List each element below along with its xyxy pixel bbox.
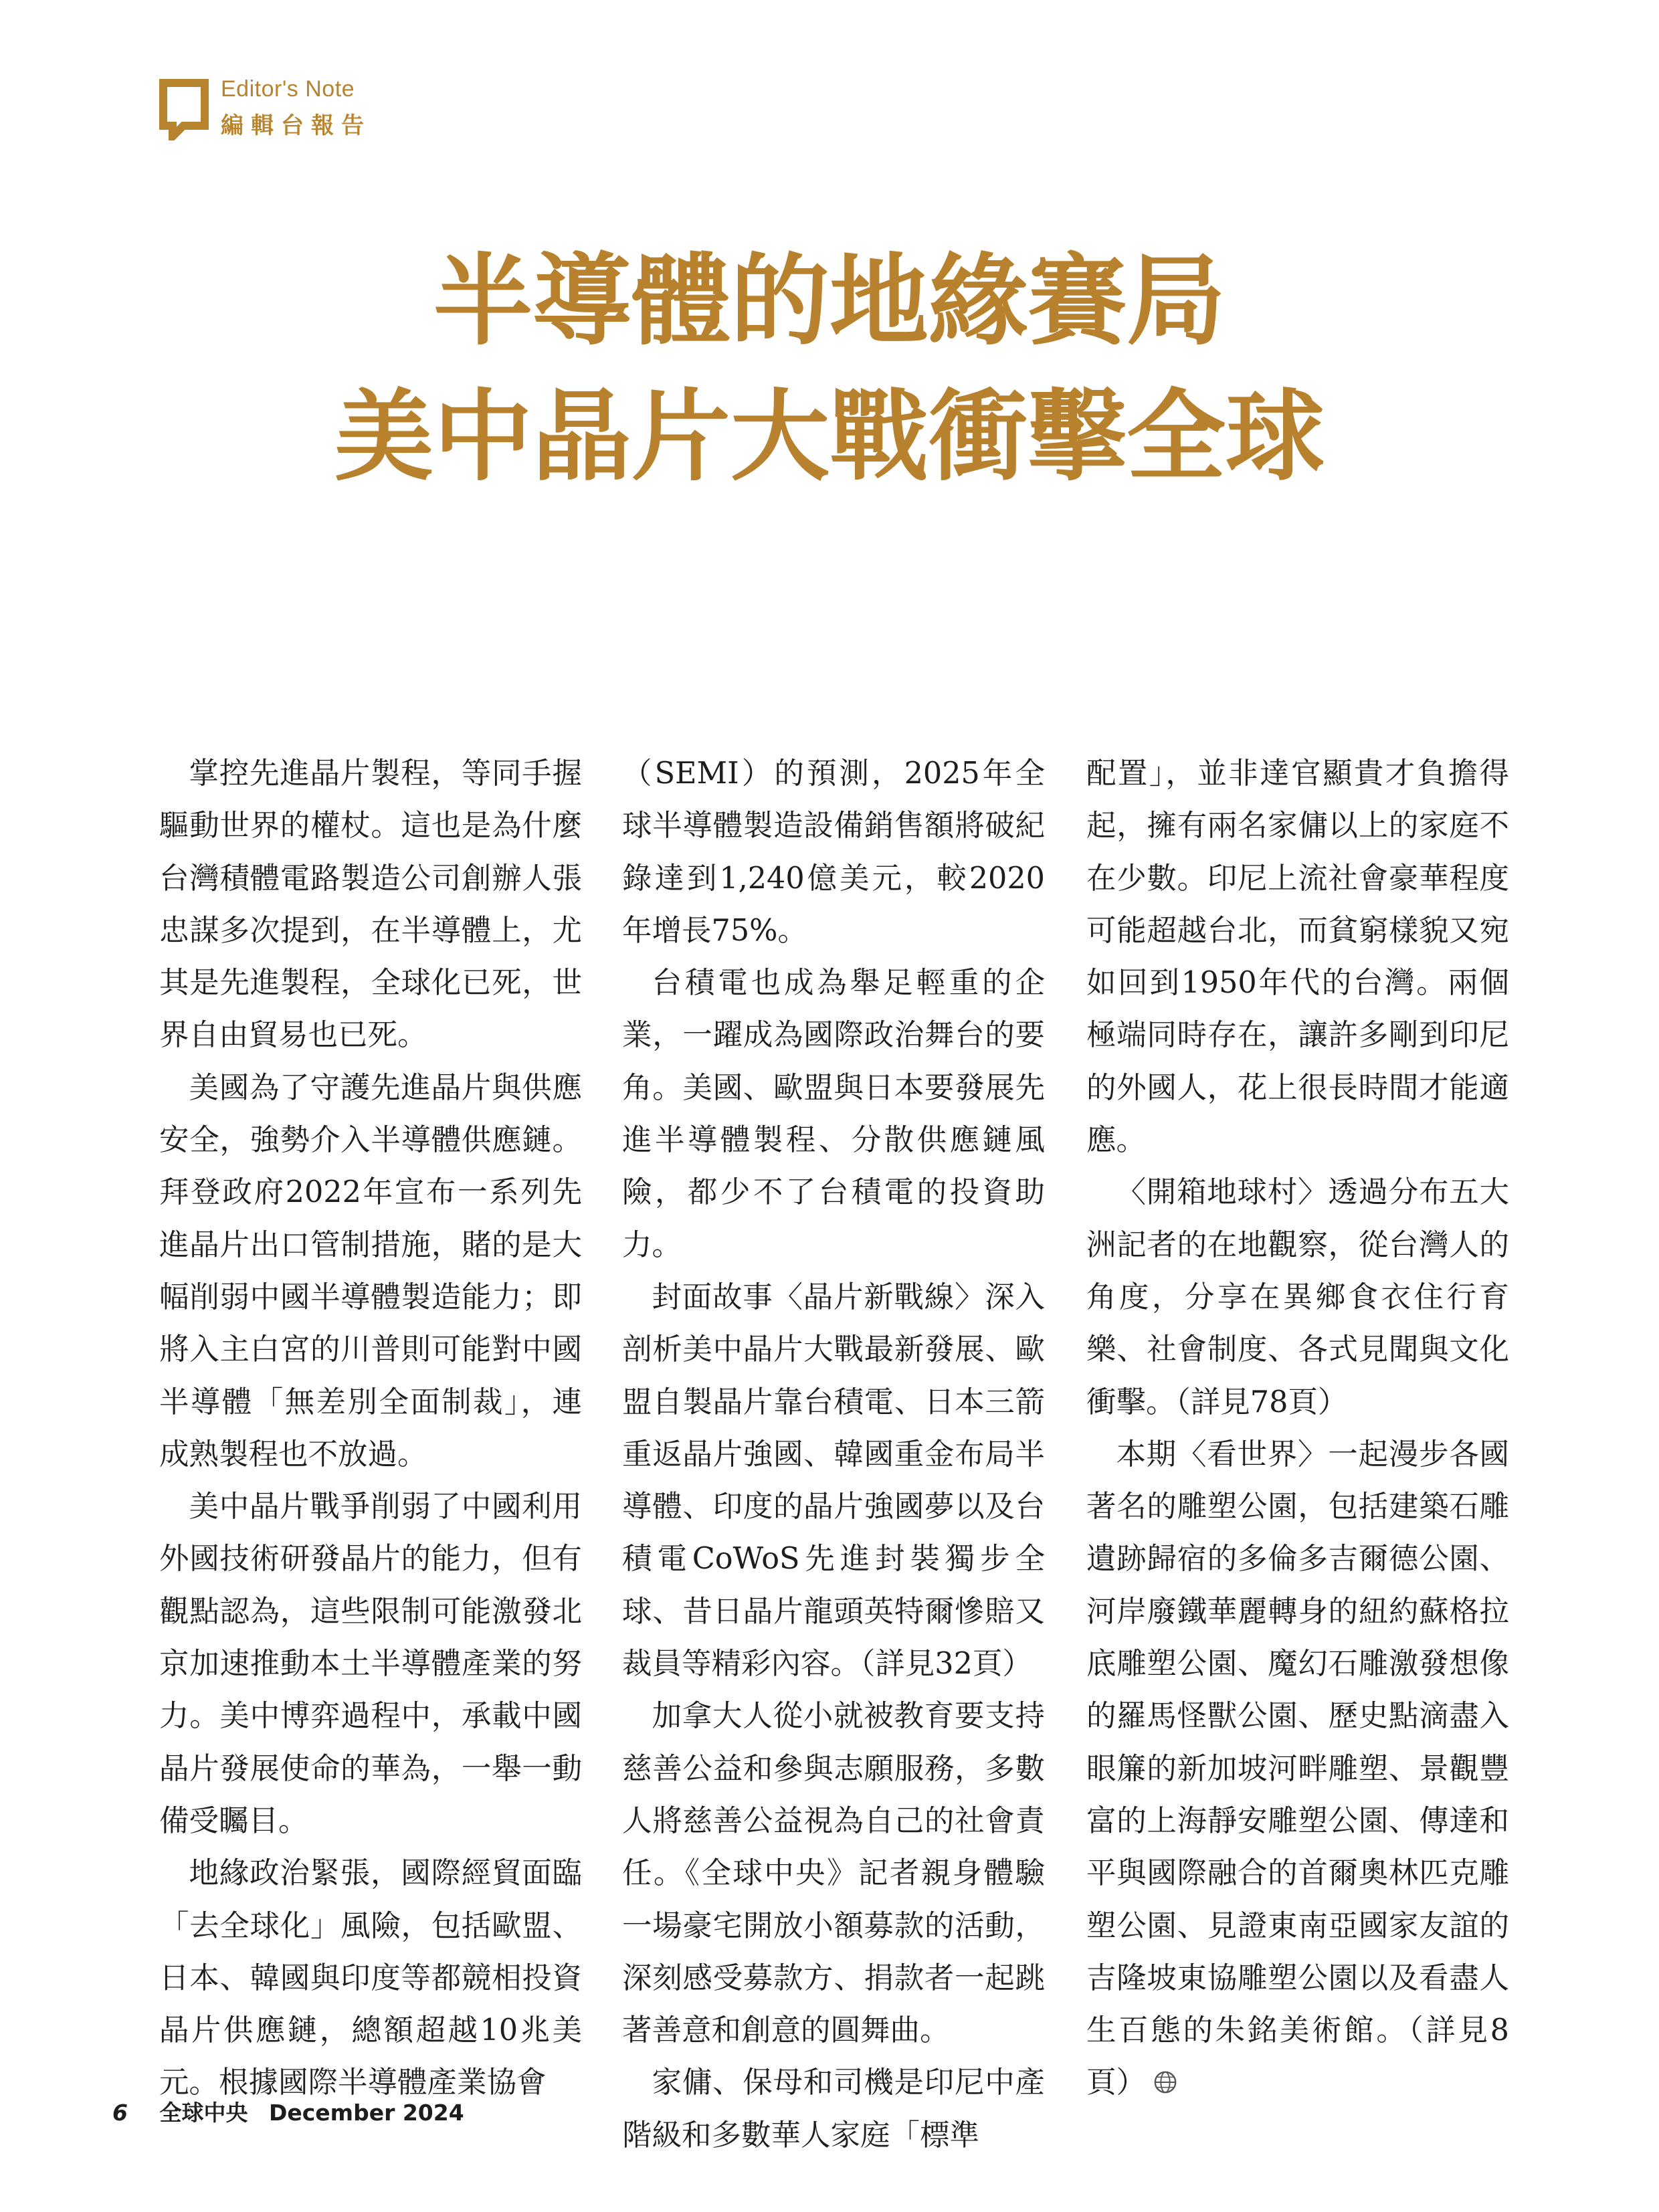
page-number: 6: [112, 2100, 128, 2126]
headline-line-2: 美中晶片大戰衝擊全球: [334, 378, 1325, 494]
paragraph: [159, 1062, 582, 1481]
paragraph-text: 家傭、保母和司機是印尼中產階級和多數華人家庭「標準: [622, 2066, 1045, 2152]
paragraph: [622, 2057, 1045, 2162]
headline-line-1: 半導體的地緣賽局: [433, 242, 1226, 359]
paragraph-text: 加拿大人從小就被教育要支持慈善公益和參與志願服務，多數人將慈善公益視為自己的社會責任。《全球中央》記者親身體驗一場豪宅開放小額募款的活動，深刻感受募款方、捐款者一起跳著善意和創意的圓舞曲。: [622, 1699, 1045, 2048]
text-column-3: [1086, 748, 1509, 2110]
magazine-name: 全球中央: [159, 2100, 248, 2126]
paragraph-text: 地緣政治緊張，國際經貿面臨「去全球化」風險，包括歐盟、日本、韓國與印度等都競相投資晶片供應鏈，總額超越10兆美元。根據國際半導體產業協會: [159, 1856, 582, 2100]
paragraph: [1086, 1167, 1509, 1428]
paragraph-text: 美中晶片戰爭削弱了中國利用外國技術研發晶片的能力，但有觀點認為，這些限制可能激發北京加速推動本土半導體產業的努力。美中博弈過程中，承載中國晶片發展使命的華為，一舉一動備受矚目。: [159, 1490, 582, 1838]
paragraph: [622, 1690, 1045, 2057]
paragraph: [1086, 1429, 1509, 2110]
speech-bubble-logo-icon: [159, 79, 209, 140]
paragraph: [622, 1272, 1045, 1690]
issue-date: December 2024: [268, 2100, 464, 2126]
globe-icon: [1153, 2070, 1178, 2095]
section-label-zh: 編輯台報告: [221, 112, 371, 139]
paragraph: [159, 1847, 582, 2109]
paragraph-text: 美國為了守護先進晶片與供應安全，強勢介入半導體供應鏈。拜登政府2022年宣布一系列先進晶片出口管制措施，賭的是大幅削弱中國半導體製造能力；即將入主白宮的川普則可能對中國半導體「無差別全面制裁」，連成熟製程也不放過。: [159, 1070, 582, 1472]
page-footer: [112, 2096, 464, 2127]
paragraph: [159, 1481, 582, 1847]
paragraph: [622, 957, 1045, 1272]
paragraph: [622, 748, 1045, 957]
section-label-en: Editor's Note: [221, 76, 355, 102]
paragraph: [1086, 748, 1509, 1167]
paragraph: [159, 748, 582, 1062]
paragraph-text: （SEMI）的預測，2025年全球半導體製造設備銷售額將破紀錄達到1,240億美元，較2020年增長75%。: [622, 757, 1045, 948]
text-column-2: [622, 748, 1045, 2162]
paragraph-text: 本期〈看世界〉一起漫步各國著名的雕塑公園，包括建築石雕遺跡歸宿的多倫多吉爾德公園、河岸廢鐵華麗轉身的紐約蘇格拉底雕塑公園、魔幻石雕激發想像的羅馬怪獸公園、歷史點滴盡入眼簾的新加坡河畔雕塑、景觀豐富的上海靜安雕塑公園、傳達和平與國際融合的首爾奧林匹克雕塑公園、見證東南亞國家友誼的吉隆坡東協雕塑公園以及看盡人生百態的朱銘美術館。（詳見8頁）: [1086, 1437, 1509, 2100]
paragraph-text: 台積電也成為舉足輕重的企業，一躍成為國際政治舞台的要角。美國、歐盟與日本要發展先進半導體製程、分散供應鏈風險，都少不了台積電的投資助力。: [622, 966, 1045, 1262]
text-column-1: [159, 748, 582, 2110]
paragraph-text: 配置」，並非達官顯貴才負擔得起，擁有兩名家傭以上的家庭不在少數。印尼上流社會豪華程度可能超越台北，而貧窮樣貌又宛如回到1950年代的台灣。兩個極端同時存在，讓許多剛到印尼的外國人，花上很長時間才能適應。: [1086, 757, 1509, 1158]
paragraph-text: 封面故事〈晶片新戰線〉深入剖析美中晶片大戰最新發展、歐盟自製晶片靠台積電、日本三箭重返晶片強國、韓國重金布局半導體、印度的晶片強國夢以及台積電CoWoS先進封裝獨步全球、昔日晶片龍頭英特爾慘賠又裁員等精彩內容。（詳見32頁）: [622, 1280, 1045, 1682]
paragraph-text: 掌控先進晶片製程，等同手握驅動世界的權杖。這也是為什麼台灣積體電路製造公司創辦人張忠謀多次提到，在半導體上，尤其是先進製程，全球化已死，世界自由貿易也已死。: [159, 757, 582, 1053]
paragraph-text: 〈開箱地球村〉透過分布五大洲記者的在地觀察，從台灣人的角度，分享在異鄉食衣住行育樂、社會制度、各式見聞與文化衝擊。（詳見78頁）: [1086, 1175, 1509, 1419]
